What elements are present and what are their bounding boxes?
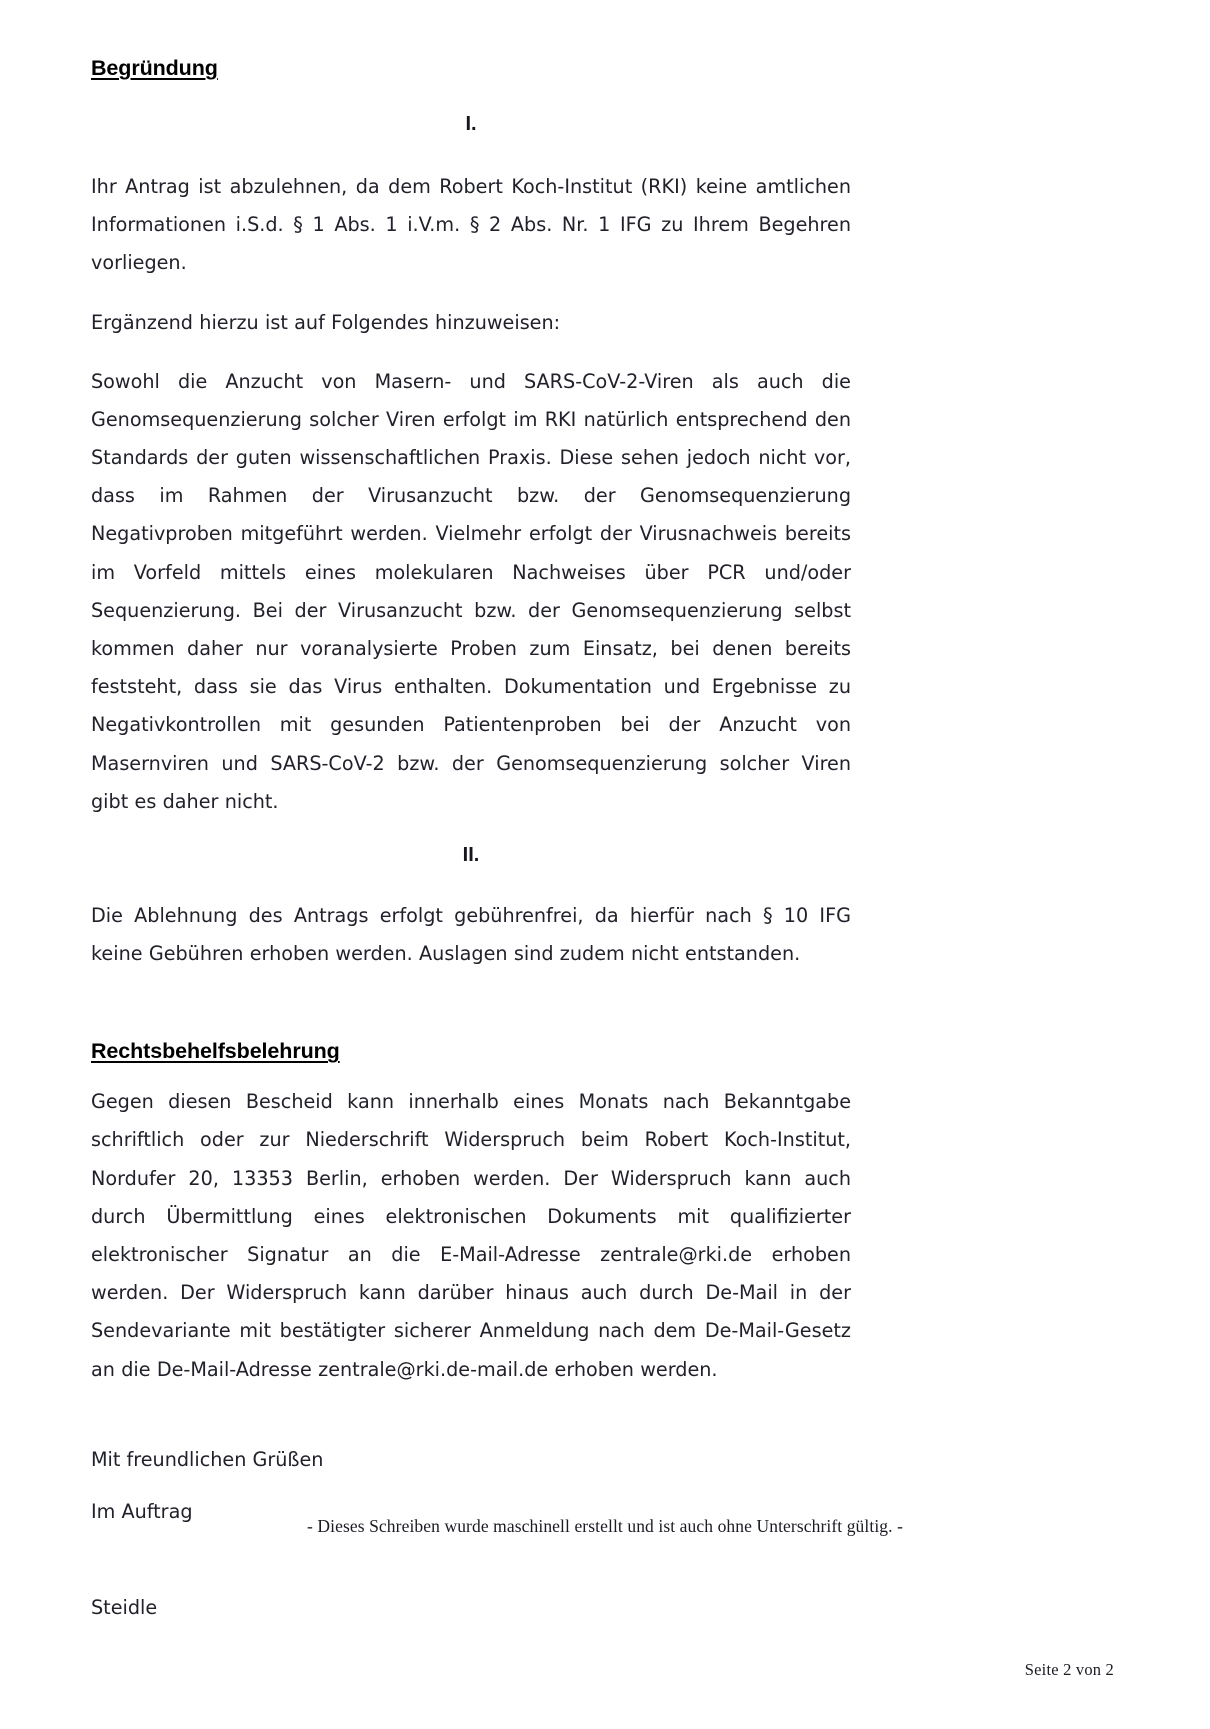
spacer <box>91 282 851 304</box>
paragraph-anzucht-genomsequenzierung: Sowohl die Anzucht von Masern- und SARS-CoV-2-Viren als auch die Genomsequenzierung solcher Viren erfolgt im RKI natürlich entsprechend den Standards der guten wissenschaftlichen Praxis. Diese sehen jedoch nicht vor, dass im Rahmen der Virusanzucht bzw. der Genomsequenzierung Negativproben mitgeführt werden. Vielmehr erfolgt der Virusnachweis bereits im Vorfeld mittels eines molekularen Nachweises über PCR und/oder Sequenzierung. Bei der Virusanzucht bzw. der Genomsequenzierung selbst kommen daher nur voranalysierte Proben zum Einsatz, bei denen bereits feststeht, dass sie das Virus enthalten. Dokumentation und Ergebnisse zu Negativkontrollen mit gesunden Patientenproben bei der Anzucht von Masernviren und SARS-CoV-2 bzw. der Genomsequenzierung solcher Viren gibt es daher nicht. <box>91 369 851 813</box>
heading-begruendung: Begründung <box>91 56 218 80</box>
spacer-top <box>91 0 851 56</box>
closing-greeting: Mit freundlichen Grüßen <box>91 1447 324 1471</box>
page-content <box>91 0 851 1623</box>
spacer <box>91 821 851 843</box>
closing-signatory: Steidle <box>91 1595 158 1619</box>
spacer <box>91 1065 851 1083</box>
spacer <box>91 136 851 168</box>
paragraph-ergaenzend-hinweis: Ergänzend hierzu ist auf Folgendes hinzuweisen: <box>91 311 561 335</box>
paragraph-rechtsbehelf: Gegen diesen Bescheid kann innerhalb eines Monats nach Bekanntgabe schriftlich oder zur Niederschrift Widerspruch beim Robert Koch-Institut, Nordufer 20, 13353 Berlin, erhoben werden. Der Widerspruch kann auch durch Übermittlung eines elektronischen Dokuments mit qualifizierter elektronischer Signatur an die E-Mail-Adresse zentrale@rki.de erhoben werden. Der Widerspruch kann darüber hinaus auch durch De-Mail in der Sendevariante mit bestätigter sicherer Anmeldung nach dem De-Mail-Gesetz an die De-Mail-Adresse zentrale@rki.de-mail.de erhoben werden. <box>91 1090 851 1381</box>
spacer <box>91 1475 851 1497</box>
spacer <box>91 1389 851 1445</box>
paragraph-gebuehrenfrei: Die Ablehnung des Antrags erfolgt gebührenfrei, da hierfür nach § 10 IFG keine Gebühren erhoben werden. Auslagen sind zudem nicht entstanden. <box>91 904 851 966</box>
paragraph-antrag-ablehnung: Ihr Antrag ist abzulehnen, da dem Robert Koch-Institut (RKI) keine amtlichen Informationen i.S.d. § 1 Abs. 1 i.V.m. § 2 Abs. Nr. 1 IFG zu Ihrem Begehren vorliegen. <box>91 174 851 275</box>
closing-by-order: Im Auftrag <box>91 1499 193 1523</box>
heading-rechtsbehelfsbelehrung: Rechtsbehelfsbelehrung <box>91 1039 340 1064</box>
spacer <box>91 82 851 112</box>
page-number: Seite 2 von 2 <box>1024 1660 1114 1679</box>
spacer <box>91 867 851 897</box>
spacer <box>91 343 851 363</box>
footer-machine-generated-note: - Dieses Schreiben wurde maschinell erstellt und ist auch ohne Unterschrift gültig. - <box>306 1516 904 1536</box>
section-numeral-one: I. <box>465 112 477 135</box>
spacer <box>91 973 851 1039</box>
section-numeral-two: II. <box>462 844 480 867</box>
